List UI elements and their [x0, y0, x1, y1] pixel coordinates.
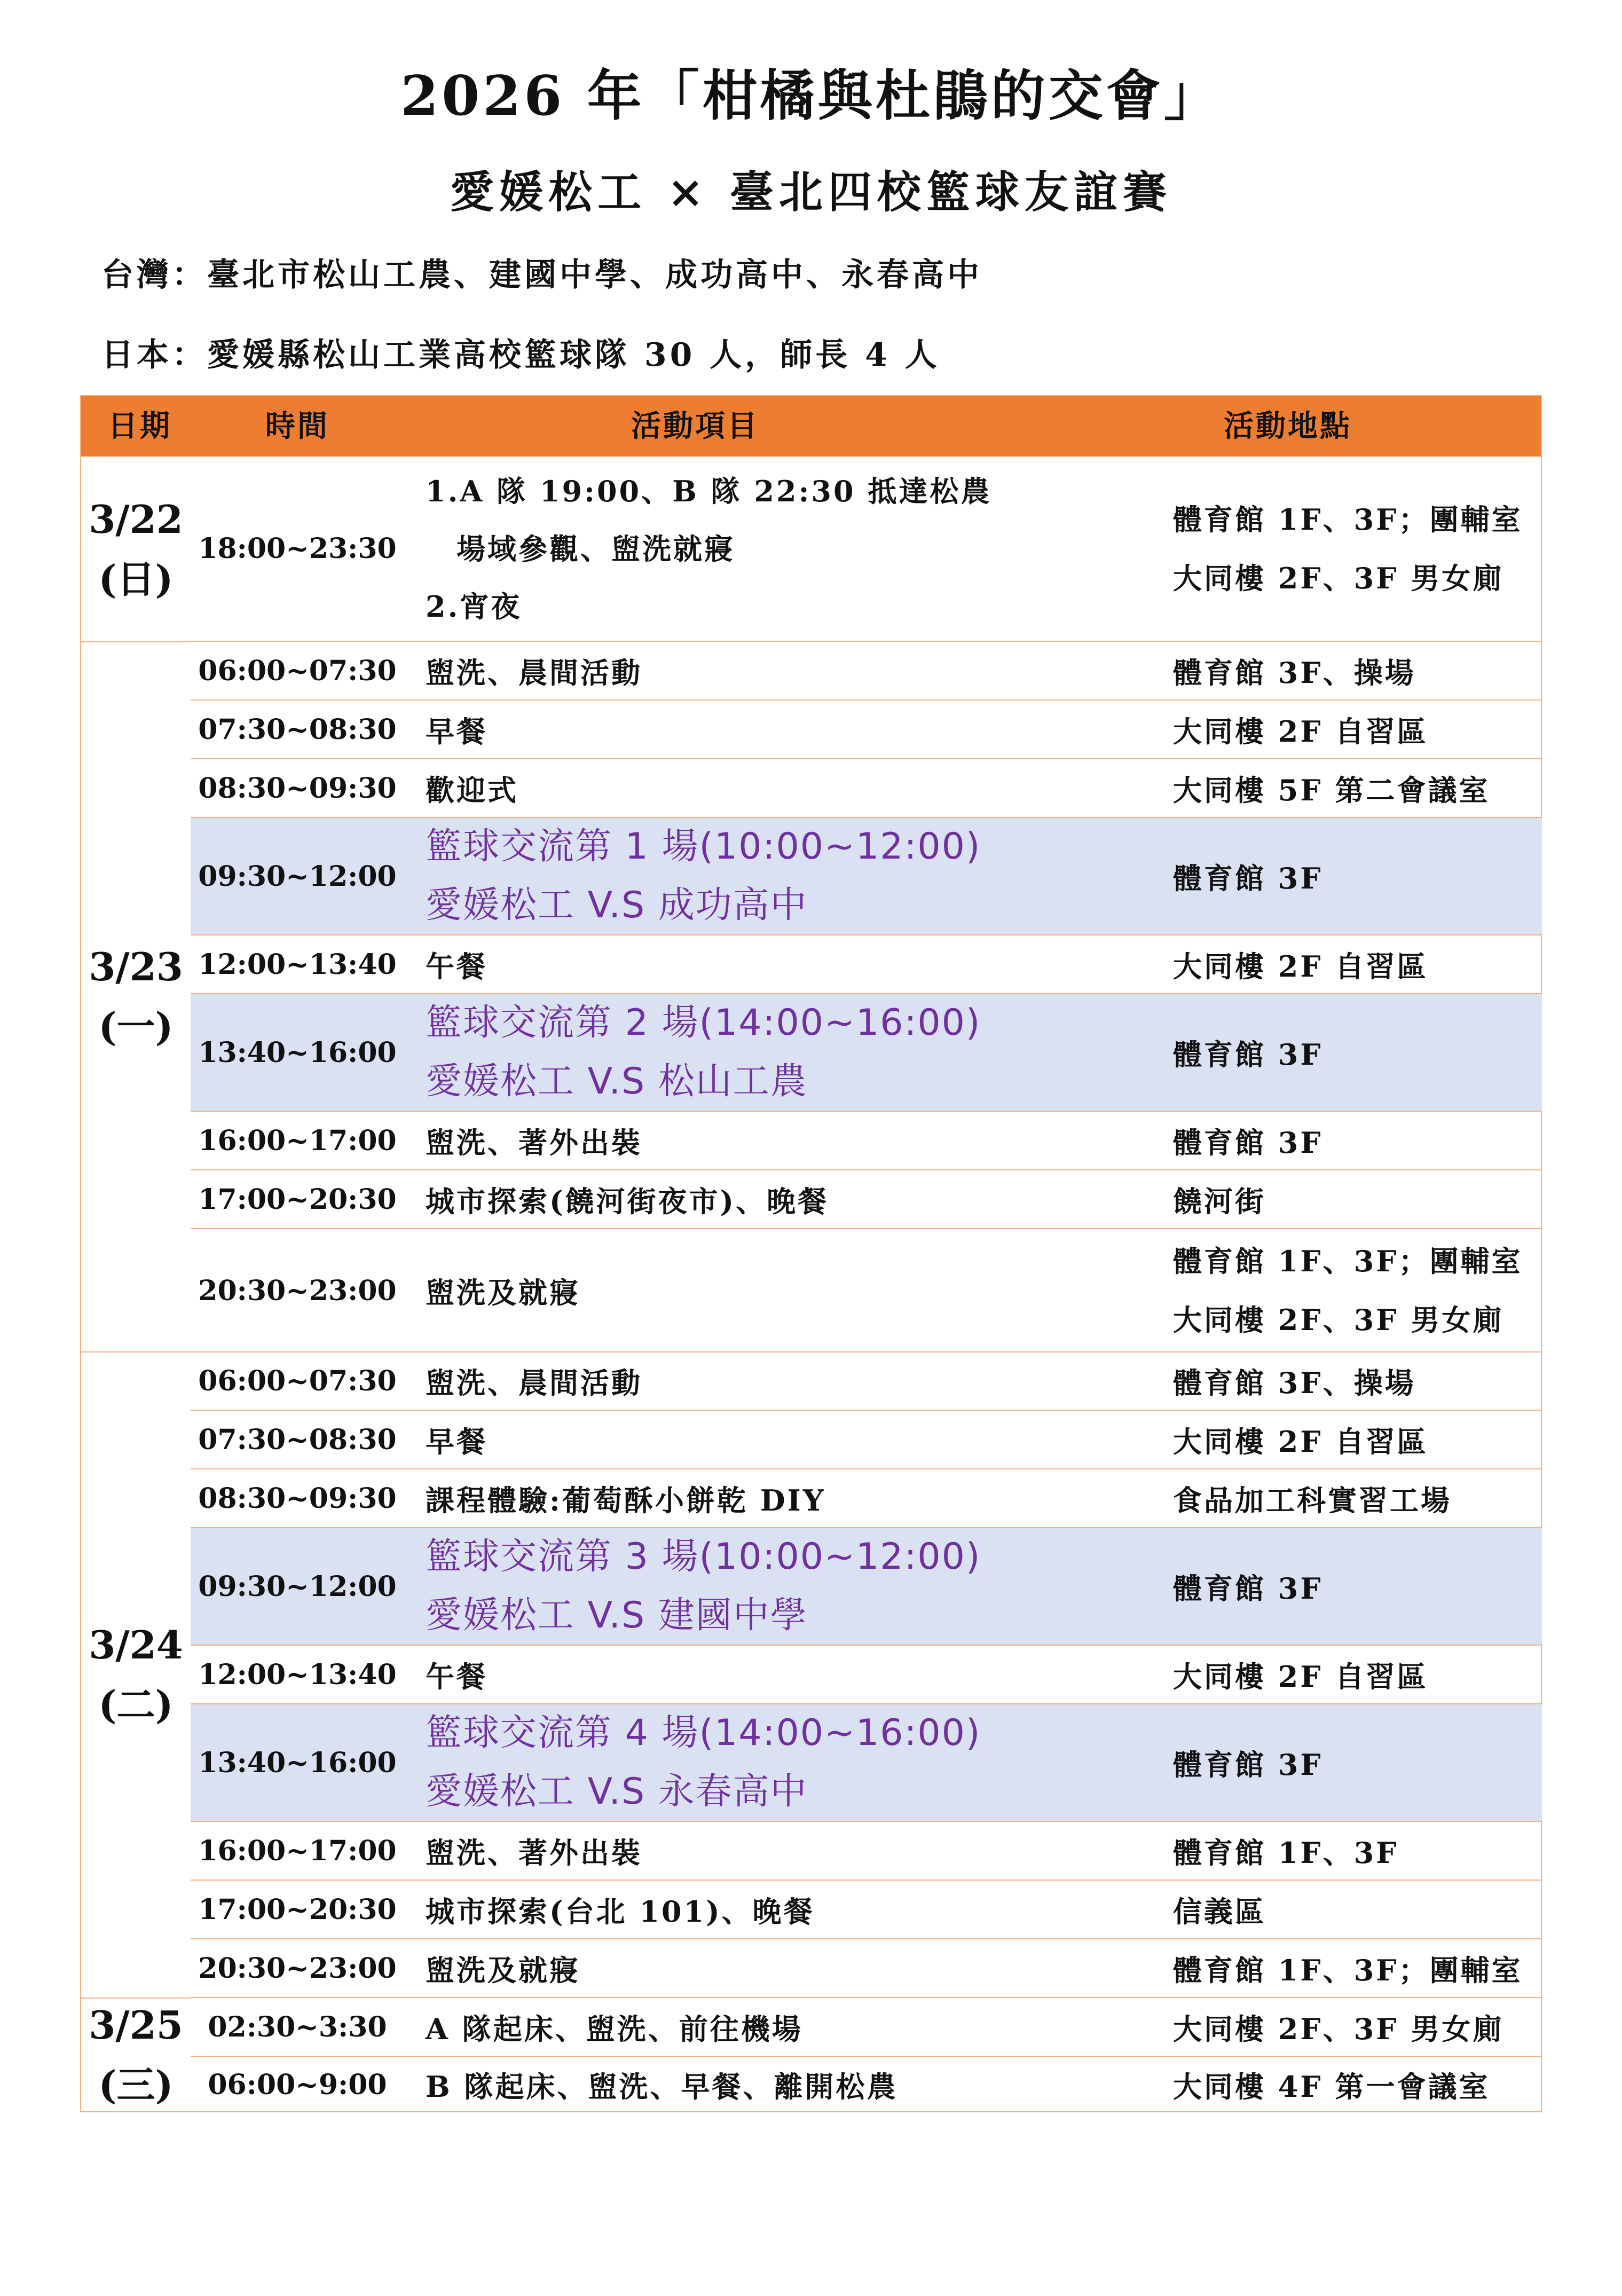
row-time: 12:00~13:40 [198, 1658, 397, 1691]
participants-japan: 日本：愛媛縣松山工業高校籃球隊 30 人，師長 4 人 [101, 336, 940, 374]
activity-line: 課程體驗:葡萄酥小餅乾 DIY [426, 1483, 826, 1517]
row-activity [426, 701, 487, 758]
activity-line: 籃球交流第 1 場(10:00~12:00) [426, 825, 981, 868]
activity-line: B 隊起床、盥洗、早餐、離開松農 [426, 2069, 898, 2104]
activity-line: 籃球交流第 2 場(14:00~16:00) [426, 1002, 981, 1044]
row-location [1173, 1352, 1416, 1410]
activity-line: 愛媛松工 V.S 成功高中 [426, 884, 808, 926]
activity-line: 早餐 [426, 714, 487, 749]
location-line: 體育館 3F [1173, 861, 1323, 895]
activity-line: 盥洗、著外出裝 [426, 1835, 642, 1870]
table-row [191, 1822, 1542, 1881]
row-location [1173, 1939, 1523, 1997]
row-time: 06:00~9:00 [208, 2068, 387, 2101]
weekday-label: (二) [98, 1682, 174, 1727]
row-time: 20:30~23:00 [198, 1952, 397, 1985]
location-line: 大同樓 4F 第一會議室 [1173, 2069, 1490, 2104]
row-activity [426, 1881, 815, 1938]
row-location [1173, 1170, 1266, 1228]
activity-line: 盥洗及就寢 [426, 1953, 580, 1987]
location-line: 體育館 3F [1173, 1125, 1323, 1160]
location-line: 體育館 1F、3F [1173, 1835, 1399, 1870]
activity-line: 早餐 [426, 1424, 487, 1459]
activity-line: 盥洗、晨間活動 [426, 1365, 642, 1400]
row-activity [426, 1939, 580, 1997]
column-activity: 活動項目 [631, 408, 759, 444]
location-line: 大同樓 2F 自習區 [1173, 1424, 1428, 1459]
row-activity [426, 1170, 829, 1228]
row-activity [426, 759, 518, 817]
row-location [1173, 759, 1490, 817]
activity-line: 籃球交流第 3 場(10:00~12:00) [426, 1536, 981, 1578]
row-location [1173, 1112, 1323, 1169]
row-activity [426, 1229, 580, 1352]
row-activity [426, 2057, 897, 2112]
table-row [191, 994, 1542, 1112]
row-time: 18:00~23:30 [198, 532, 397, 565]
activity-line: 愛媛松工 V.S 永春高中 [426, 1771, 808, 1813]
day-divider [81, 641, 191, 642]
activity-line: 2.宵夜 [426, 589, 522, 624]
participants-taiwan: 台灣：臺北市松山工農、建國中學、成功高中、永春高中 [101, 256, 982, 294]
date-label: 3/23 [89, 944, 183, 989]
activity-line: 場域參觀、盥洗就寢 [426, 531, 735, 566]
row-time: 20:30~23:00 [198, 1274, 397, 1307]
table-row [191, 1998, 1542, 2057]
row-time: 13:40~16:00 [198, 1746, 397, 1779]
row-time: 07:30~08:30 [198, 1423, 397, 1456]
row-activity [426, 1352, 642, 1410]
date-cell [81, 642, 191, 1352]
location-line: 大同樓 2F、3F 男女廁 [1173, 561, 1504, 595]
table-row [191, 1939, 1542, 1998]
row-time: 16:00~17:00 [198, 1124, 397, 1157]
date-label: 3/25 [89, 2002, 183, 2048]
row-activity [426, 994, 981, 1111]
activity-line: 城市探索(饒河街夜市)、晚餐 [426, 1184, 829, 1218]
row-location [1173, 1881, 1266, 1938]
row-location [1173, 818, 1323, 934]
location-line: 大同樓 2F 自習區 [1173, 714, 1428, 749]
row-time: 17:00~20:30 [198, 1183, 397, 1216]
activity-line: 愛媛松工 V.S 建國中學 [426, 1594, 808, 1637]
row-location [1173, 935, 1428, 993]
row-location [1173, 1469, 1452, 1527]
row-activity [426, 1998, 803, 2056]
row-location [1173, 457, 1523, 641]
date-cell [81, 1352, 191, 1998]
date-cell [81, 457, 191, 642]
activity-line: 愛媛松工 V.S 松山工農 [426, 1060, 808, 1103]
table-row [191, 2057, 1542, 2112]
row-activity [426, 1528, 981, 1645]
row-activity [426, 1411, 487, 1468]
location-line: 大同樓 2F 自習區 [1173, 1659, 1428, 1694]
activity-line: A 隊起床、盥洗、前往機場 [426, 2011, 803, 2046]
row-time: 17:00~20:30 [198, 1893, 397, 1926]
table-row [191, 1229, 1542, 1352]
activity-line: 1.A 隊 19:00、B 隊 22:30 抵達松農 [426, 474, 992, 508]
row-location [1173, 1704, 1323, 1821]
table-row [191, 1881, 1542, 1939]
location-line: 大同樓 2F、3F 男女廁 [1173, 2011, 1504, 2046]
row-time: 07:30~08:30 [198, 713, 397, 746]
location-line: 體育館 1F、3F；團輔室 [1173, 1953, 1523, 1987]
row-time: 06:00~07:30 [198, 1364, 397, 1397]
row-time: 08:30~09:30 [198, 772, 397, 805]
activity-line: 盥洗、晨間活動 [426, 655, 642, 690]
weekday-label: (一) [98, 1004, 174, 1049]
row-location [1173, 1998, 1503, 2056]
location-line: 體育館 3F [1173, 1571, 1323, 1606]
row-location [1173, 701, 1428, 758]
row-location [1173, 2057, 1490, 2112]
location-line: 饒河街 [1173, 1184, 1266, 1218]
column-date: 日期 [108, 408, 172, 444]
location-line: 食品加工科實習工場 [1173, 1483, 1452, 1517]
activity-line: 城市探索(台北 101)、晚餐 [426, 1894, 815, 1929]
table-row [191, 759, 1542, 818]
row-activity [426, 1112, 642, 1169]
location-line: 信義區 [1173, 1894, 1266, 1929]
activity-line: 籃球交流第 4 場(14:00~16:00) [426, 1712, 981, 1754]
row-time: 13:40~16:00 [198, 1036, 397, 1069]
row-time: 06:00~07:30 [198, 654, 397, 687]
location-line: 體育館 3F、操場 [1173, 1365, 1416, 1400]
row-time: 09:30~12:00 [198, 860, 397, 893]
schedule-table [80, 395, 1542, 2112]
table-row [191, 642, 1542, 701]
row-location [1173, 642, 1416, 699]
table-header [81, 396, 1541, 457]
location-line: 體育館 1F、3F；團輔室 [1173, 502, 1523, 537]
row-time: 08:30~09:30 [198, 1482, 397, 1515]
table-row [191, 935, 1542, 994]
row-activity [426, 1469, 825, 1527]
row-activity [426, 818, 981, 934]
row-activity [426, 1704, 981, 1821]
row-location [1173, 994, 1323, 1111]
row-time: 02:30~3:30 [208, 2010, 387, 2043]
page-subtitle: 愛媛松工 × 臺北四校籃球友誼賽 [450, 167, 1172, 218]
table-row [191, 1170, 1542, 1229]
table-row [191, 457, 1542, 642]
activity-line: 歡迎式 [426, 773, 518, 807]
column-location: 活動地點 [1224, 408, 1352, 444]
table-row [191, 1704, 1542, 1822]
row-activity [426, 642, 642, 699]
table-row [191, 1528, 1542, 1646]
column-time: 時間 [265, 408, 329, 444]
location-line: 體育館 1F、3F；團輔室 [1173, 1244, 1523, 1278]
row-activity [426, 1822, 642, 1880]
row-location [1173, 1822, 1399, 1880]
location-line: 體育館 3F [1173, 1037, 1323, 1072]
activity-line: 盥洗、著外出裝 [426, 1125, 642, 1160]
location-line: 大同樓 5F 第二會議室 [1173, 773, 1490, 807]
table-row [191, 701, 1542, 759]
row-location [1173, 1528, 1323, 1645]
weekday-label: (日) [98, 556, 174, 602]
row-time: 12:00~13:40 [198, 948, 397, 981]
date-label: 3/24 [89, 1622, 183, 1668]
row-location [1173, 1411, 1428, 1468]
table-row [191, 1411, 1542, 1469]
table-row [191, 1112, 1542, 1170]
row-activity [426, 935, 487, 993]
location-line: 體育館 3F、操場 [1173, 655, 1416, 690]
row-location [1173, 1229, 1523, 1352]
location-line: 體育館 3F [1173, 1747, 1323, 1782]
table-row [191, 1352, 1542, 1411]
date-label: 3/22 [89, 496, 183, 542]
weekday-label: (三) [98, 2062, 174, 2108]
location-line: 大同樓 2F 自習區 [1173, 949, 1428, 984]
table-row [191, 818, 1542, 935]
row-activity [426, 457, 991, 641]
day-divider [81, 1998, 191, 1999]
activity-line: 盥洗及就寢 [426, 1275, 580, 1310]
day-divider [81, 1351, 1542, 1353]
page-title: 2026 年「柑橘與杜鵑的交會」 [400, 64, 1222, 128]
row-location [1173, 1646, 1428, 1703]
table-row [191, 1469, 1542, 1528]
date-cell [81, 1998, 191, 2112]
row-time: 09:30~12:00 [198, 1570, 397, 1603]
row-time: 16:00~17:00 [198, 1834, 397, 1867]
location-line: 大同樓 2F、3F 男女廁 [1173, 1303, 1504, 1337]
activity-line: 午餐 [426, 1659, 487, 1694]
table-row [191, 1646, 1542, 1704]
row-activity [426, 1646, 487, 1703]
activity-line: 午餐 [426, 949, 487, 984]
